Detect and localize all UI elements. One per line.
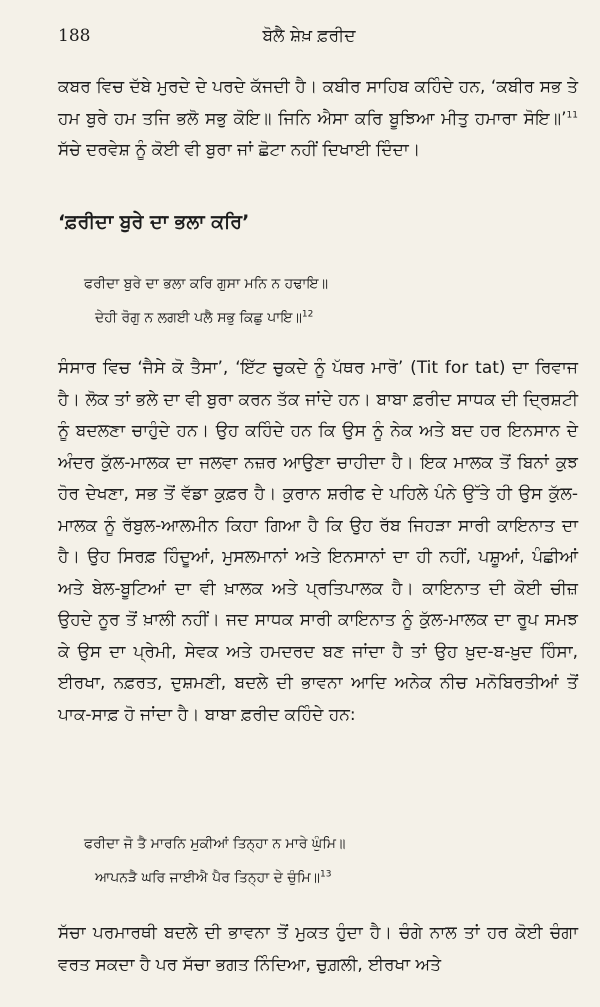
footnote-13: 13 <box>319 869 332 880</box>
paragraph-1-text: ਕਬਰ ਵਿਚ ਦੱਬੇ ਮੁਰਦੇ ਦੇ ਪਰਦੇ ਕੱਜਦੀ ਹੈ। ਕਬੀਰ ਸਾਹਿਬ ਕਹਿੰਦੇ ਹਨ, ‘ਕਬੀਰ ਸਭ ਤੇ ਹਮ ਬੁਰੇ ਹਮ ਤਜਿ ਭਲੋ ਸਭੁ ਕੋਇ॥ ਜਿਨਿ ਐਸਾ ਕਰਿ ਬੂਝਿਆ ਮੀਤੁ ਹਮਾਰਾ ਸੋਇ॥’ <box>58 77 578 129</box>
paragraph-2 <box>58 353 578 731</box>
footnote-12: 12 <box>301 309 314 320</box>
verse-1-line-2-wrap <box>95 306 313 331</box>
section-heading: ‘ਫ਼ਰੀਦਾ ਬੁਰੇ ਦਾ ਭਲਾ ਕਰਿ’ <box>58 211 250 233</box>
paragraph-1 <box>58 72 578 167</box>
paragraph-1-text-after: ਸੱਚੇ ਦਰਵੇਸ਼ ਨੂੰ ਕੋਈ ਵੀ ਬੁਰਾ ਜਾਂ ਛੋਟਾ ਨਹੀਂ ਦਿਖਾਈ ਦਿੰਦਾ। <box>58 140 421 160</box>
running-title: ਬੋਲੈ ਸ਼ੇਖ਼ ਫ਼ਰੀਦ <box>262 26 356 46</box>
footnote-11: 11 <box>566 109 578 120</box>
verse-1-line-2: ਦੇਹੀ ਰੋਗੁ ਨ ਲਗਈ ਪਲੈ ਸਭੁ ਕਿਛੁ ਪਾਇ॥ <box>95 310 302 326</box>
page-number: 188 <box>58 26 91 46</box>
paragraph-3-text: ਸੱਚਾ ਪਰਮਾਰਥੀ ਬਦਲੇ ਦੀ ਭਾਵਨਾ ਤੋਂ ਮੁਕਤ ਹੁੰਦਾ ਹੈ। ਚੰਗੇ ਨਾਲ ਤਾਂ ਹਰ ਕੋਈ ਚੰਗਾ ਵਰਤ ਸਕਦਾ ਹੈ ਪਰ ਸੱਚਾ ਭਗਤ ਨਿੰਦਿਆ, ਚੁਗ਼ਲੀ, ਈਰਖਾ ਅਤੇ <box>58 923 578 975</box>
paragraph-2-text: ਸੰਸਾਰ ਵਿਚ ‘ਜੈਸੇ ਕੋ ਤੈਸਾ’, ‘ਇੱਟ ਚੁਕਦੇ ਨੂੰ ਪੱਥਰ ਮਾਰੋ’ (Tit for tat) ਦਾ ਰਿਵਾਜ ਹੈ। ਲੋਕ ਤਾਂ ਭਲੇ ਦਾ ਵੀ ਬੁਰਾ ਕਰਨ ਤੱਕ ਜਾਂਦੇ ਹਨ। ਬਾਬਾ ਫ਼ਰੀਦ ਸਾਧਕ ਦੀ ਦ੍ਰਿਸ਼ਟੀ ਨੂੰ ਬਦਲਣਾ ਚਾਹੁੰਦੇ ਹਨ। ਉਹ ਕਹਿੰਦੇ ਹਨ ਕਿ ਉਸ ਨੂੰ ਨੇਕ ਅਤੇ ਬਦ ਹਰ ਇਨਸਾਨ ਦੇ ਅੰਦਰ ਕੁੱਲ-ਮਾਲਕ ਦਾ ਜਲਵਾ ਨਜ਼ਰ ਆਉਣਾ ਚਾਹੀਦਾ ਹੈ। ਇਕ ਮਾਲਕ ਤੋਂ ਬਿਨਾਂ ਕੁਝ ਹੋਰ ਦੇਖਣਾ, ਸਭ ਤੋਂ ਵੱਡਾ ਕੁਫ਼ਰ ਹੈ। ਕੁਰਾਨ ਸ਼ਰੀਫ ਦੇ ਪਹਿਲੇ ਪੰਨੇ ਉੱਤੇ ਹੀ ਉਸ ਕੁੱਲ-ਮਾਲਕ ਨੂੰ ਰੱਬੁਲ-ਆਲਮੀਨ ਕਿਹਾ ਗਿਆ ਹੈ ਕਿ ਉਹ ਰੱਬ ਜਿਹੜਾ ਸਾਰੀ ਕਾਇਨਾਤ ਦਾ ਹੈ। ਉਹ ਸਿਰਫ਼ ਹਿੰਦੂਆਂ, ਮੁਸਲਮਾਨਾਂ ਅਤੇ ਇਨਸਾਨਾਂ ਦਾ ਹੀ ਨਹੀਂ, ਪਸ਼ੂਆਂ, ਪੰਛੀਆਂ ਅਤੇ ਬੇਲ-ਬੂਟਿਆਂ ਦਾ ਵੀ ਖ਼ਾਲਕ ਅਤੇ ਪ੍ਰਤਿਪਾਲਕ ਹੈ। ਕਾਇਨਾਤ ਦੀ ਕੋਈ ਚੀਜ਼ ਉਹਦੇ ਨੂਰ ਤੋਂ ਖ਼ਾਲੀ ਨਹੀਂ। ਜਦ ਸਾਧਕ ਸਾਰੀ ਕਾਇਨਾਤ ਨੂੰ ਕੁੱਲ-ਮਾਲਕ ਦਾ ਰੂਪ ਸਮਝ ਕੇ ਉਸ ਦਾ ਪ੍ਰੇਮੀ, ਸੇਵਕ ਅਤੇ ਹਮਦਰਦ ਬਣ ਜਾਂਦਾ ਹੈ ਤਾਂ ਉਹ ਖ਼ੁਦ-ਬ-ਖ਼ੁਦ ਹਿੰਸਾ, ਈਰਖਾ, ਨਫ਼ਰਤ, ਦੁਸ਼ਮਣੀ, ਬਦਲੇ ਦੀ ਭਾਵਨਾ ਆਦਿ ਅਨੇਕ ਨੀਚ ਮਨੋਬਿਰਤੀਆਂ ਤੋਂ ਪਾਕ-ਸਾਫ਼ ਹੋ ਜਾਂਦਾ ਹੈ। ਬਾਬਾ ਫ਼ਰੀਦ ਕਹਿੰਦੇ ਹਨ: <box>58 358 578 725</box>
paragraph-3 <box>58 918 578 981</box>
page-header <box>58 26 560 56</box>
verse-1-line-1: ਫਰੀਦਾ ਬੁਰੇ ਦਾ ਭਲਾ ਕਰਿ ਗੁਸਾ ਮਨਿ ਨ ਹਢਾਇ॥ <box>84 276 329 292</box>
verse-2-line-2-wrap <box>95 866 331 891</box>
verse-2-line-1: ਫਰੀਦਾ ਜੋ ਤੈ ਮਾਰਨਿ ਮੁਕੀਆਂ ਤਿਨ੍ਹਾ ਨ ਮਾਰੇ ਘੁੰਮਿ॥ <box>84 836 346 852</box>
verse-2-line-2: ਆਪਨੜੈ ਘਰਿ ਜਾਈਐ ਪੈਰ ਤਿਨ੍ਹਾ ਦੇ ਚੁੰਮਿ॥ <box>95 870 320 886</box>
